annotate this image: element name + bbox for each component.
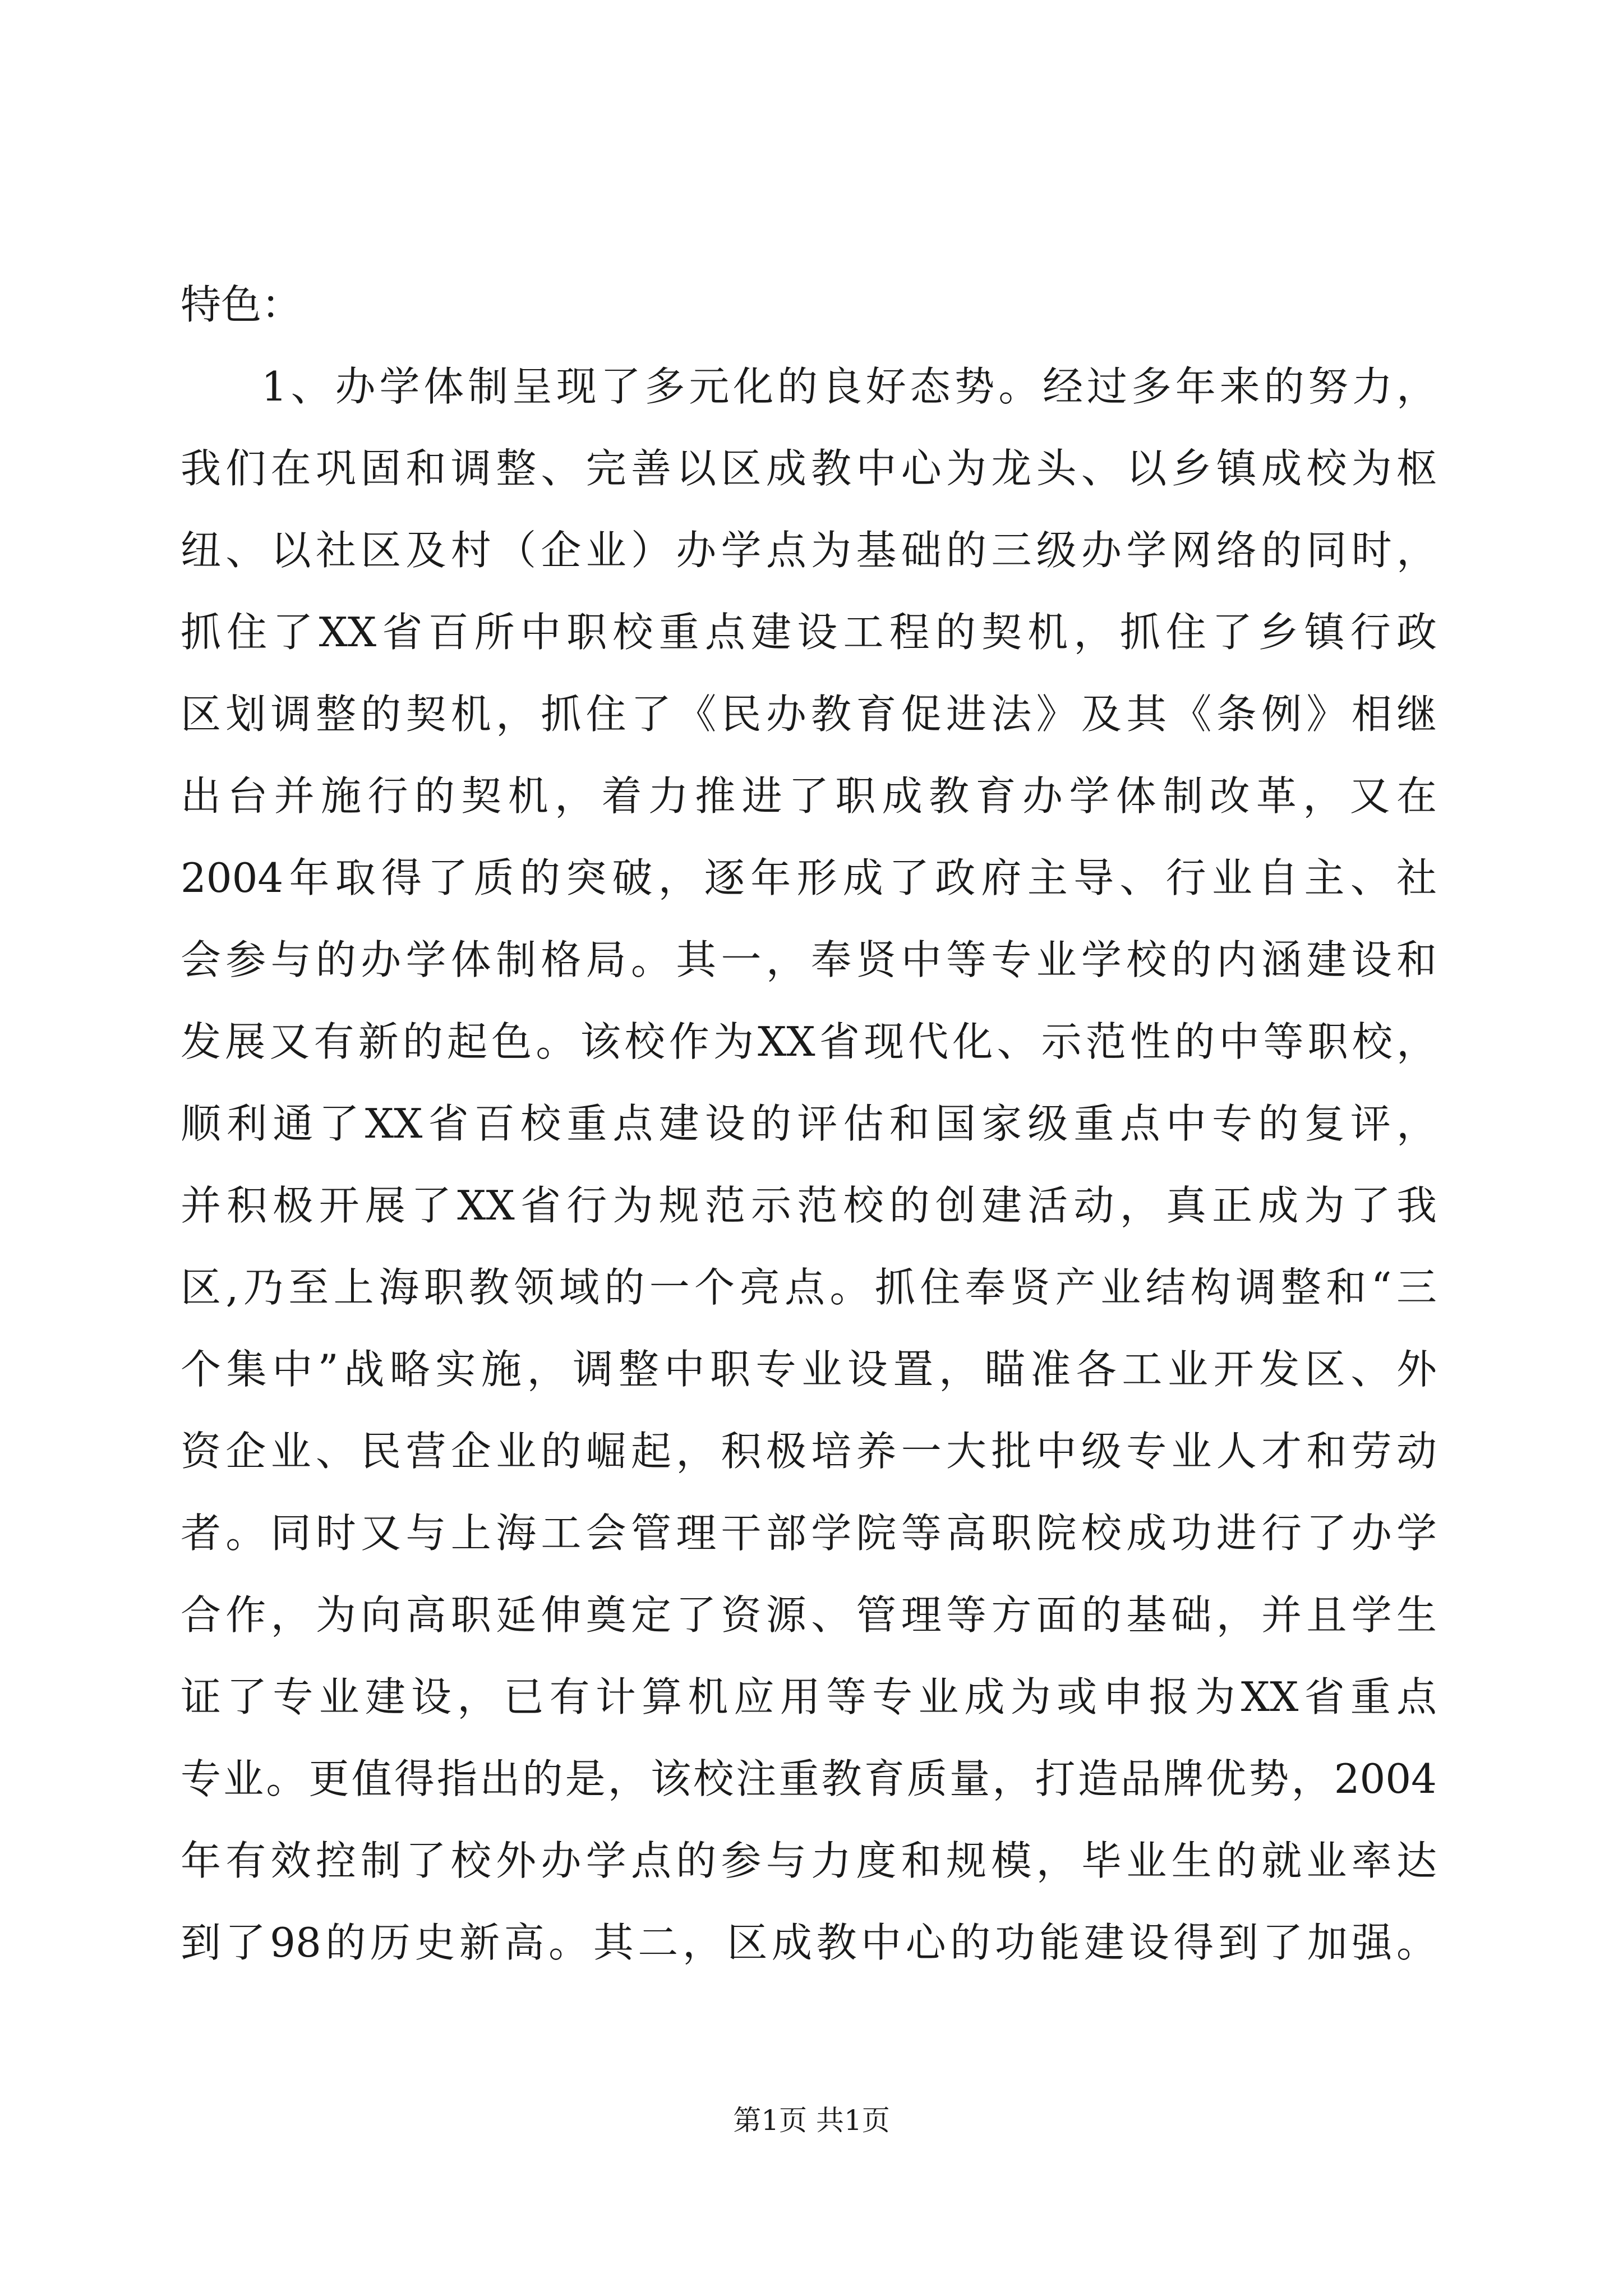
text-line: 顺利通了XX省百校重点建设的评估和国家级重点中专的复评， <box>181 1100 1437 1147</box>
text-line: 抓住了XX省百所中职校重点建设工程的契机，抓住了乡镇行政 <box>181 609 1437 656</box>
text-line: 出台并施行的契机，着力推进了职成教育办学体制改革，又在 <box>181 772 1437 820</box>
text-line: 2004年取得了质的突破，逐年形成了政府主导、行业自主、社 <box>181 854 1437 901</box>
text-line: 到了98的历史新高。其二，区成教中心的功能建设得到了加强。 <box>181 1919 1437 1966</box>
text-line: 纽、以社区及村（企业）办学点为基础的三级办学网络的同时， <box>181 527 1437 574</box>
page-number-label: 第1页 共1页 <box>733 2104 890 2137</box>
text-line: 年有效控制了校外办学点的参与力度和规模，毕业生的就业率达 <box>181 1837 1437 1884</box>
text-line: 专业。更值得指出的是，该校注重教育质量，打造品牌优势，2004 <box>181 1755 1437 1802</box>
page-footer <box>0 2101 1623 2140</box>
text-line: 并积极开展了XX省行为规范示范校的创建活动，真正成为了我 <box>181 1182 1437 1229</box>
text-line: 者。同时又与上海工会管理干部学院等高职院校成功进行了办学 <box>181 1510 1437 1557</box>
text-line: 我们在巩固和调整、完善以区成教中心为龙头、以乡镇成校为枢 <box>181 445 1437 492</box>
text-line: 特色： <box>181 281 302 328</box>
text-line: 个集中”战略实施，调整中职专业设置，瞄准各工业开发区、外 <box>181 1346 1437 1393</box>
text-line: 会参与的办学体制格局。其一，奉贤中等专业学校的内涵建设和 <box>181 936 1437 983</box>
text-line: 区,乃至上海职教领域的一个亮点。抓住奉贤产业结构调整和“三 <box>181 1264 1437 1311</box>
text-line: 区划调整的契机，抓住了《民办教育促进法》及其《条例》相继 <box>181 691 1437 738</box>
text-line: 证了专业建设，已有计算机应用等专业成为或申报为XX省重点 <box>181 1673 1437 1720</box>
document-body <box>181 264 1437 1984</box>
text-line: 资企业、民营企业的崛起，积极培养一大批中级专业人才和劳动 <box>181 1428 1437 1475</box>
text-line: 合作，为向高职延伸奠定了资源、管理等方面的基础，并且学生 <box>181 1591 1437 1639</box>
text-line: 发展又有新的起色。该校作为XX省现代化、示范性的中等职校， <box>181 1018 1437 1065</box>
text-line: 1、办学体制呈现了多元化的良好态势。经过多年来的努力， <box>261 363 1437 410</box>
